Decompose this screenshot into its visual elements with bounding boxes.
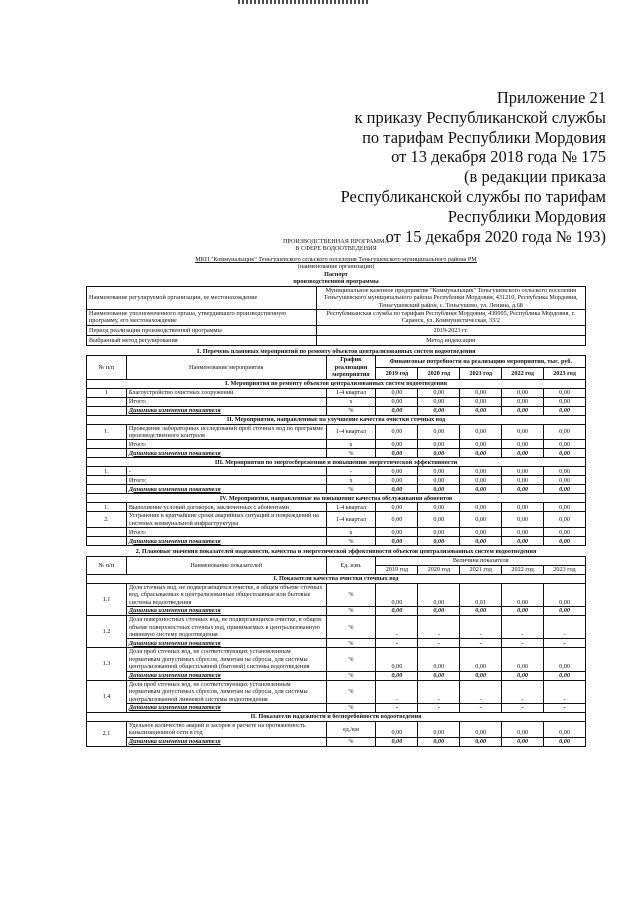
indicator-row bbox=[87, 680, 586, 703]
dynamics-value: - bbox=[460, 704, 502, 713]
document-body bbox=[86, 238, 586, 747]
row-value: 0,00 bbox=[376, 449, 418, 458]
row-value: 0,00 bbox=[460, 440, 502, 449]
indicator-value: - bbox=[502, 616, 544, 639]
program-subtitle: В СФЕРЕ ВОДООТВЕДЕНИЯ bbox=[295, 245, 377, 253]
header-line: от 15 декабря 2020 года № 193) bbox=[385, 226, 606, 246]
dynamics-unit: % bbox=[326, 671, 376, 680]
row-value: 0,00 bbox=[376, 467, 418, 476]
passport-label: Наименование уполномоченного органа, утвердившего производственную программу, его местонахождение bbox=[87, 309, 317, 325]
col-name-header: Наименование мероприятия bbox=[126, 356, 326, 379]
row-number bbox=[87, 449, 127, 458]
row-value: 0,00 bbox=[418, 485, 460, 494]
dynamics-value: 0,00 bbox=[502, 607, 544, 616]
row-value: 0,00 bbox=[460, 512, 502, 528]
table1-header-row bbox=[87, 356, 586, 368]
dynamics-row bbox=[87, 406, 586, 415]
row-number: 1 bbox=[87, 388, 127, 397]
indicator-value: 0,00 bbox=[376, 583, 418, 606]
row-schedule: % bbox=[326, 537, 376, 546]
dynamics-value: 0,00 bbox=[544, 671, 586, 680]
section-title: I. Показатели качества очистки сточных вод bbox=[87, 574, 586, 583]
dynamics-value: - bbox=[502, 704, 544, 713]
indicator-value: 0,00 bbox=[544, 722, 586, 738]
row-number: 1.3 bbox=[87, 648, 127, 680]
row-value: 0,00 bbox=[460, 476, 502, 485]
dynamics-value: 0,00 bbox=[502, 737, 544, 746]
row-value: 0,00 bbox=[544, 485, 586, 494]
indicator-value: 0,00 bbox=[460, 722, 502, 738]
dynamics-row bbox=[87, 639, 586, 648]
dynamics-value: 0,00 bbox=[544, 737, 586, 746]
indicator-value: 0,00 bbox=[544, 648, 586, 671]
row-name: Выполнение условий договоров, заключенных с абонентами bbox=[126, 503, 326, 512]
table2-title: 2. Плановые значения показателей надежности, качества и энергетической эффективности объектов централизованных систем водоотведения bbox=[135, 548, 537, 556]
row-value: 0,00 bbox=[544, 528, 586, 537]
activities-table bbox=[86, 355, 586, 546]
indicator-value: 0,00 bbox=[418, 722, 460, 738]
dynamics-unit: % bbox=[326, 737, 376, 746]
row-value: 0,00 bbox=[502, 512, 544, 528]
indicator-value: 0,00 bbox=[544, 583, 586, 606]
year-header: 2022 год bbox=[502, 367, 544, 379]
row-value: 0,00 bbox=[502, 476, 544, 485]
indicator-unit: ед./км bbox=[326, 722, 376, 738]
indicator-value: 0,00 bbox=[376, 648, 418, 671]
passport-value: 2019-2023 гг. bbox=[316, 325, 585, 335]
row-value: 0,00 bbox=[544, 440, 586, 449]
row-value: 0,00 bbox=[502, 440, 544, 449]
row-value: 0,00 bbox=[376, 528, 418, 537]
row-number: 1.2 bbox=[87, 616, 127, 648]
row-number bbox=[87, 406, 127, 415]
row-name: Динамика изменения показателя bbox=[126, 537, 326, 546]
row-value: 0,00 bbox=[376, 397, 418, 406]
indicator-value: - bbox=[502, 680, 544, 703]
indicator-unit: % bbox=[326, 583, 376, 606]
row-number: 2.1 bbox=[87, 722, 127, 747]
dynamics-value: 0,00 bbox=[418, 671, 460, 680]
dynamics-value: 0,00 bbox=[376, 737, 418, 746]
indicator-row bbox=[87, 648, 586, 671]
row-value: 0,00 bbox=[502, 388, 544, 397]
dynamics-value: - bbox=[418, 639, 460, 648]
row-value: 0,00 bbox=[502, 537, 544, 546]
passport-value: Республиканская служба по тарифам Республики Мордовия, 430005, Республика Мордовия, г. Саранск, ул. Коммунистическая, 33/2 bbox=[316, 309, 585, 325]
indicator-value: 0,00 bbox=[418, 648, 460, 671]
year-header: 2021 год bbox=[460, 367, 502, 379]
indicator-value: 0,00 bbox=[376, 722, 418, 738]
row-schedule: 1-4 квартал bbox=[326, 388, 376, 397]
row-schedule: 1-4 квартал bbox=[326, 503, 376, 512]
table-row bbox=[87, 512, 586, 528]
row-value: 0,00 bbox=[502, 449, 544, 458]
header-line: Республиканской службы по тарифам bbox=[340, 186, 606, 206]
row-value: 0,00 bbox=[418, 424, 460, 440]
dynamics-label: Динамика изменения показателя bbox=[126, 607, 326, 616]
row-value: 0,00 bbox=[544, 503, 586, 512]
row-schedule: % bbox=[326, 406, 376, 415]
row-value: 0,00 bbox=[502, 528, 544, 537]
row-schedule: % bbox=[326, 485, 376, 494]
dynamics-label: Динамика изменения показателя bbox=[126, 671, 326, 680]
dynamics-row bbox=[87, 671, 586, 680]
row-value: 0,00 bbox=[376, 537, 418, 546]
dynamics-row bbox=[87, 704, 586, 713]
row-number bbox=[87, 537, 127, 546]
row-value: 0,00 bbox=[460, 388, 502, 397]
row-value: 0,00 bbox=[460, 424, 502, 440]
row-number bbox=[87, 476, 127, 485]
dynamics-value: - bbox=[544, 704, 586, 713]
dynamics-value: 0,00 bbox=[418, 737, 460, 746]
dynamics-label: Динамика изменения показателя bbox=[126, 737, 326, 746]
passport-table bbox=[86, 286, 586, 346]
dynamics-value: 0,00 bbox=[376, 607, 418, 616]
table1-title: 1. Перечень плановых мероприятий по ремонту объектов централизованных систем водоотведения bbox=[196, 347, 476, 355]
indicator-name: Удельное количество аварий и засоров в расчете на протяженность канализационной сети в год bbox=[126, 722, 326, 738]
scan-top-marks bbox=[238, 0, 368, 4]
row-schedule: % bbox=[326, 449, 376, 458]
dynamics-value: 0,00 bbox=[460, 737, 502, 746]
header-line: (в редакции приказа bbox=[464, 167, 606, 187]
row-name: Благоустройство очистных сооружений bbox=[126, 388, 326, 397]
year-header: 2020 год bbox=[418, 367, 460, 379]
row-name: Динамика изменения показателя bbox=[126, 485, 326, 494]
indicator-value: - bbox=[418, 680, 460, 703]
indicator-value: 0,01 bbox=[460, 583, 502, 606]
section-row bbox=[87, 458, 586, 467]
row-value: 0,00 bbox=[460, 537, 502, 546]
indicator-row bbox=[87, 722, 586, 738]
row-value: 0,00 bbox=[460, 503, 502, 512]
row-value: 0,00 bbox=[376, 485, 418, 494]
col-name-header: Наименование показателей bbox=[126, 556, 326, 574]
section-row bbox=[87, 713, 586, 722]
dynamics-label: Динамика изменения показателя bbox=[126, 639, 326, 648]
row-value: 0,00 bbox=[502, 467, 544, 476]
row-number bbox=[87, 528, 127, 537]
row-value: 0,00 bbox=[544, 537, 586, 546]
row-value: 0,00 bbox=[460, 406, 502, 415]
indicator-unit: % bbox=[326, 648, 376, 671]
dynamics-value: - bbox=[502, 639, 544, 648]
passport-row bbox=[87, 335, 586, 345]
row-name: Итого: bbox=[126, 476, 326, 485]
row-name: - bbox=[126, 467, 326, 476]
row-value: 0,00 bbox=[544, 424, 586, 440]
appendix-header bbox=[341, 88, 606, 246]
row-value: 0,00 bbox=[460, 467, 502, 476]
row-value: 0,00 bbox=[418, 397, 460, 406]
indicator-unit: % bbox=[326, 680, 376, 703]
row-value: 0,00 bbox=[418, 476, 460, 485]
dynamics-value: - bbox=[376, 639, 418, 648]
passport-row bbox=[87, 309, 586, 325]
table2-header-row bbox=[87, 556, 586, 565]
table-row bbox=[87, 467, 586, 476]
row-value: 0,00 bbox=[544, 388, 586, 397]
dynamics-value: - bbox=[376, 704, 418, 713]
indicator-value: 0,00 bbox=[502, 722, 544, 738]
row-value: 0,00 bbox=[544, 467, 586, 476]
row-number: 1.1 bbox=[87, 583, 127, 615]
dynamics-row bbox=[87, 737, 586, 746]
passport-label: Выбранный метод регулирования bbox=[87, 335, 317, 345]
indicator-row bbox=[87, 583, 586, 606]
row-number: 1. bbox=[87, 424, 127, 440]
section-row bbox=[87, 415, 586, 424]
dynamics-value: - bbox=[460, 639, 502, 648]
indicator-unit: % bbox=[326, 616, 376, 639]
row-number: 1.4 bbox=[87, 680, 127, 712]
row-name: Итого: bbox=[126, 528, 326, 537]
row-number bbox=[87, 397, 127, 406]
row-number bbox=[87, 485, 127, 494]
indicator-value: 0,00 bbox=[418, 583, 460, 606]
row-schedule: x bbox=[326, 440, 376, 449]
dynamics-label: Динамика изменения показателя bbox=[126, 704, 326, 713]
row-value: 0,00 bbox=[376, 503, 418, 512]
header-line: Республики Мордовия bbox=[447, 206, 606, 226]
passport-value: Муниципальное казенное предприятие "Коммунальщик" Теньгушевского сельского поселения Теньгушевского муниципального района Республики Мордовия, 431210, Республика Мордовия, Теньгушевский район, с. Теньгушево, ул. Ленина, д.68 bbox=[316, 286, 585, 309]
row-schedule: 1-4 квартал bbox=[326, 424, 376, 440]
table-row bbox=[87, 476, 586, 485]
year-header: 2022 год bbox=[502, 565, 544, 574]
row-number bbox=[87, 440, 127, 449]
dynamics-value: 0,00 bbox=[418, 607, 460, 616]
indicator-value: 0,00 bbox=[502, 583, 544, 606]
section-title: I. Мероприятия по ремонту объектов централизованных систем водоотведения bbox=[87, 379, 586, 388]
row-schedule: x bbox=[326, 528, 376, 537]
passport-label: Период реализации производственной программы bbox=[87, 325, 317, 335]
row-value: 0,00 bbox=[376, 476, 418, 485]
row-value: 0,00 bbox=[544, 406, 586, 415]
row-value: 0,00 bbox=[418, 406, 460, 415]
indicator-value: - bbox=[544, 680, 586, 703]
row-value: 0,00 bbox=[418, 537, 460, 546]
row-value: 0,00 bbox=[418, 528, 460, 537]
row-schedule: x bbox=[326, 397, 376, 406]
dynamics-value: 0,00 bbox=[544, 607, 586, 616]
row-schedule: - bbox=[326, 467, 376, 476]
row-value: 0,00 bbox=[376, 440, 418, 449]
dynamics-row bbox=[87, 537, 586, 546]
row-value: 0,00 bbox=[418, 440, 460, 449]
col-unit-header: Ед. изм. bbox=[326, 556, 376, 574]
year-header: 2019 год bbox=[376, 565, 418, 574]
indicator-value: - bbox=[544, 616, 586, 639]
row-value: 0,00 bbox=[460, 485, 502, 494]
row-value: 0,00 bbox=[418, 503, 460, 512]
row-value: 0,00 bbox=[544, 449, 586, 458]
section-row bbox=[87, 574, 586, 583]
section-title: II. Показатели надежности и бесперебойности водоотведения bbox=[87, 713, 586, 722]
year-header: 2019 год bbox=[376, 367, 418, 379]
dynamics-unit: % bbox=[326, 607, 376, 616]
header-line: по тарифам Республики Мордовия bbox=[362, 127, 606, 147]
passport-row bbox=[87, 325, 586, 335]
row-value: 0,00 bbox=[418, 512, 460, 528]
header-line: к приказу Республиканской службы bbox=[354, 107, 606, 127]
row-name: Проведение лабораторных исследований проб сточных вод по программе производственного контроля bbox=[126, 424, 326, 440]
row-value: 0,00 bbox=[376, 388, 418, 397]
row-schedule: 1-4 квартал bbox=[326, 512, 376, 528]
row-value: 0,00 bbox=[502, 503, 544, 512]
table-row bbox=[87, 388, 586, 397]
col-values-header: Величина показателя bbox=[376, 556, 586, 565]
year-header: 2021 год bbox=[460, 565, 502, 574]
row-value: 0,00 bbox=[418, 388, 460, 397]
row-value: 0,00 bbox=[376, 406, 418, 415]
row-name: Динамика изменения показателя bbox=[126, 406, 326, 415]
dynamics-row bbox=[87, 607, 586, 616]
row-value: 0,00 bbox=[418, 467, 460, 476]
col-num-header: № п/п bbox=[87, 356, 127, 379]
indicator-value: - bbox=[460, 680, 502, 703]
table-row bbox=[87, 424, 586, 440]
row-value: 0,00 bbox=[376, 512, 418, 528]
dynamics-value: 0,00 bbox=[460, 607, 502, 616]
row-value: 0,00 bbox=[502, 397, 544, 406]
organization-name: МКП "Коммунальщик" Теньгушевского сельского поселения Теньгушевского муниципального района РМ bbox=[195, 255, 477, 263]
indicator-name: Доля проб сточных вод, не соответствующих установленным нормативам допустимых сбросов, лимитам на сбросы, для системы централизованной ливневой системы водоотведения bbox=[126, 680, 326, 703]
table-row bbox=[87, 440, 586, 449]
section-title: III. Мероприятия по энергосбережению и повышению энергетической эффективности bbox=[87, 458, 586, 467]
program-title: ПРОИЗВОДСТВЕННАЯ ПРОГРАММА bbox=[282, 238, 390, 245]
row-number: 1. bbox=[87, 467, 127, 476]
indicator-value: - bbox=[418, 616, 460, 639]
indicator-row bbox=[87, 616, 586, 639]
row-value: 0,00 bbox=[460, 528, 502, 537]
indicator-value: - bbox=[460, 616, 502, 639]
passport-row bbox=[87, 286, 586, 309]
indicator-name: Доля проб сточных вод, не соответствующих установленным нормативам допустимых сбросов, лимитам на сбросы, для системы централизованной общесплавной (бытовой) системы водоотведения bbox=[126, 648, 326, 671]
year-header: 2020 год bbox=[418, 565, 460, 574]
dynamics-value: 0,00 bbox=[460, 671, 502, 680]
row-number: 2. bbox=[87, 512, 127, 528]
row-value: 0,00 bbox=[502, 406, 544, 415]
row-value: 0,00 bbox=[502, 485, 544, 494]
row-name: Устранение в кратчайшие сроки аварийных ситуаций и повреждений на системах коммунальной инфраструктуры bbox=[126, 512, 326, 528]
indicator-name: Доля поверхностных сточных вод, не подвергающихся очистке, в общем объеме поверхностных сточных вод, принимаемых в централизованную ливневую систему водоотведения bbox=[126, 616, 326, 639]
passport-subtitle: производственной программы bbox=[293, 278, 379, 286]
row-value: 0,00 bbox=[502, 424, 544, 440]
indicator-value: 0,00 bbox=[502, 648, 544, 671]
table-row bbox=[87, 528, 586, 537]
row-value: 0,00 bbox=[544, 397, 586, 406]
dynamics-value: 0,00 bbox=[502, 671, 544, 680]
col-schedule-header: График реализации мероприятия bbox=[326, 356, 376, 379]
passport-value: Метод индексации bbox=[316, 335, 585, 345]
row-number: 1. bbox=[87, 503, 127, 512]
table-row bbox=[87, 503, 586, 512]
row-value: 0,00 bbox=[418, 449, 460, 458]
section-title: IV. Мероприятия, направленные на повышение качества обслуживания абонентов bbox=[87, 494, 586, 503]
section-row bbox=[87, 379, 586, 388]
row-value: 0,00 bbox=[544, 512, 586, 528]
indicator-name: Доля сточных вод, не подвергающихся очистке, в общем объеме сточных вод, сбрасываемых в централизованные общесплавные или бытовые системы водоотведения bbox=[126, 583, 326, 606]
section-title: II. Мероприятия, направленные на улучшение качества очистки сточных вод bbox=[87, 415, 586, 424]
indicator-value: - bbox=[376, 616, 418, 639]
indicator-value: - bbox=[376, 680, 418, 703]
section-row bbox=[87, 494, 586, 503]
col-num-header: № п/п bbox=[87, 556, 127, 574]
row-name: Итого: bbox=[126, 440, 326, 449]
organization-caption: (наименование организации) bbox=[297, 263, 375, 271]
dynamics-unit: % bbox=[326, 639, 376, 648]
year-header: 2023 год bbox=[544, 565, 586, 574]
passport-title: Паспорт bbox=[324, 270, 348, 278]
indicators-table bbox=[86, 556, 586, 747]
dynamics-row bbox=[87, 485, 586, 494]
row-value: 0,00 bbox=[544, 476, 586, 485]
row-name: Динамика изменения показателя bbox=[126, 449, 326, 458]
indicator-value: 0,00 bbox=[460, 648, 502, 671]
col-finance-header: Финансовые потребности на реализацию мероприятия, тыс. руб. bbox=[376, 356, 586, 368]
year-header: 2023 год bbox=[544, 367, 586, 379]
header-line: от 13 декабря 2018 года № 175 bbox=[391, 147, 606, 167]
dynamics-value: - bbox=[418, 704, 460, 713]
row-value: 0,00 bbox=[460, 397, 502, 406]
dynamics-unit: % bbox=[326, 704, 376, 713]
dynamics-value: - bbox=[544, 639, 586, 648]
dynamics-row bbox=[87, 449, 586, 458]
passport-label: Наименование регулируемой организации, ее местонахождение bbox=[87, 286, 317, 309]
row-name: Итого: bbox=[126, 397, 326, 406]
dynamics-value: 0,00 bbox=[376, 671, 418, 680]
row-value: 0,00 bbox=[376, 424, 418, 440]
row-schedule: x bbox=[326, 476, 376, 485]
table-row bbox=[87, 397, 586, 406]
row-value: 0,00 bbox=[460, 449, 502, 458]
header-line: Приложение 21 bbox=[496, 88, 606, 107]
